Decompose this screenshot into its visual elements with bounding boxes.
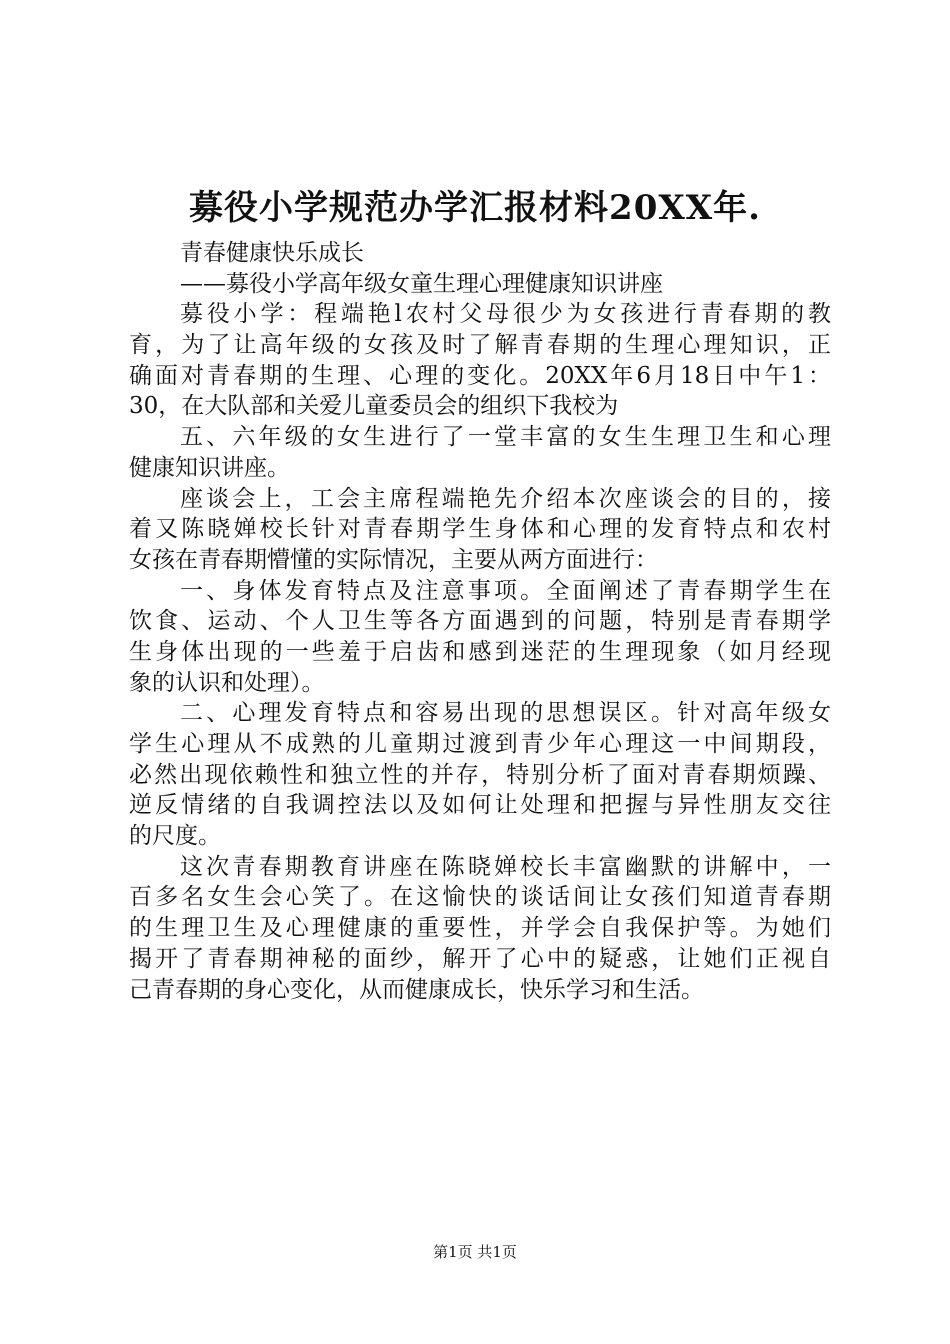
text-line: 健康知识讲座。 (129, 454, 290, 481)
text-line: 象的认识和处理）。 (129, 669, 325, 696)
text-line: 青春健康快乐成长 (180, 240, 364, 266)
text-line: 这次青春期教育讲座在陈晓婵校长丰富幽默的讲解中，一 (180, 853, 831, 880)
text-line: 30，在大队部和关爱儿童委员会的组织下我校为 (129, 393, 619, 420)
text-line: 确面对青春期的生理、心理的变化。20XX年6月18日中午1： (129, 362, 831, 389)
text-line: 的尺度。 (129, 823, 221, 850)
text-line: 的生理卫生及心理健康的重要性，并学会自我保护等。为她们 (129, 915, 831, 942)
text-line: 逆反情绪的自我调控法以及如何让处理和把握与异性朋友交往 (129, 792, 831, 819)
text-line: 生身体出现的一些羞于启齿和感到迷茫的生理现象（如月经现 (129, 638, 831, 665)
text-line: 百多名女生会心笑了。在这愉快的谈话间让女孩们知道青春期 (129, 884, 831, 911)
text-line: 二、心理发育特点和容易出现的思想误区。针对高年级女 (180, 700, 831, 727)
text-line: 育，为了让高年级的女孩及时了解青春期的生理心理知识，正 (129, 332, 831, 359)
document-title: 募役小学规范办学汇报材料20XX年. (189, 188, 761, 228)
text-line: 必然出现依赖性和独立性的并存，特别分析了面对青春期烦躁、 (129, 761, 831, 788)
text-line: 学生心理从不成熟的儿童期过渡到青少年心理这一中间期段， (129, 731, 831, 757)
text-line: 五、六年级的女生进行了一堂丰富的女生生理卫生和心理 (180, 424, 831, 451)
text-line: 募役小学：程端艳l农村父母很少为女孩进行青春期的教 (180, 301, 831, 328)
text-line: 着又陈晓婵校长针对青春期学生身体和心理的发育特点和农村 (129, 516, 831, 543)
text-line: 一、身体发育特点及注意事项。全面阐述了青春期学生在 (180, 577, 831, 604)
text-line: 己青春期的身心变化，从而健康成长，快乐学习和生活。 (129, 976, 704, 1003)
text-line: 饮食、运动、个人卫生等各方面遇到的问题，特别是青春期学 (129, 608, 831, 635)
text-line: 揭开了青春期神秘的面纱，解开了心中的疑惑，让她们正视自 (129, 945, 831, 972)
document-body (129, 238, 831, 1005)
text-line: ——募役小学高年级女童生理心理健康知识讲座 (180, 270, 663, 297)
page-footer: 第1页 共1页 (433, 1243, 517, 1261)
text-line: 座谈会上，工会主席程端艳先介绍本次座谈会的目的，接 (180, 485, 831, 512)
text-line: 女孩在青春期懵懂的实际情况，主要从两方面进行： (129, 546, 658, 573)
